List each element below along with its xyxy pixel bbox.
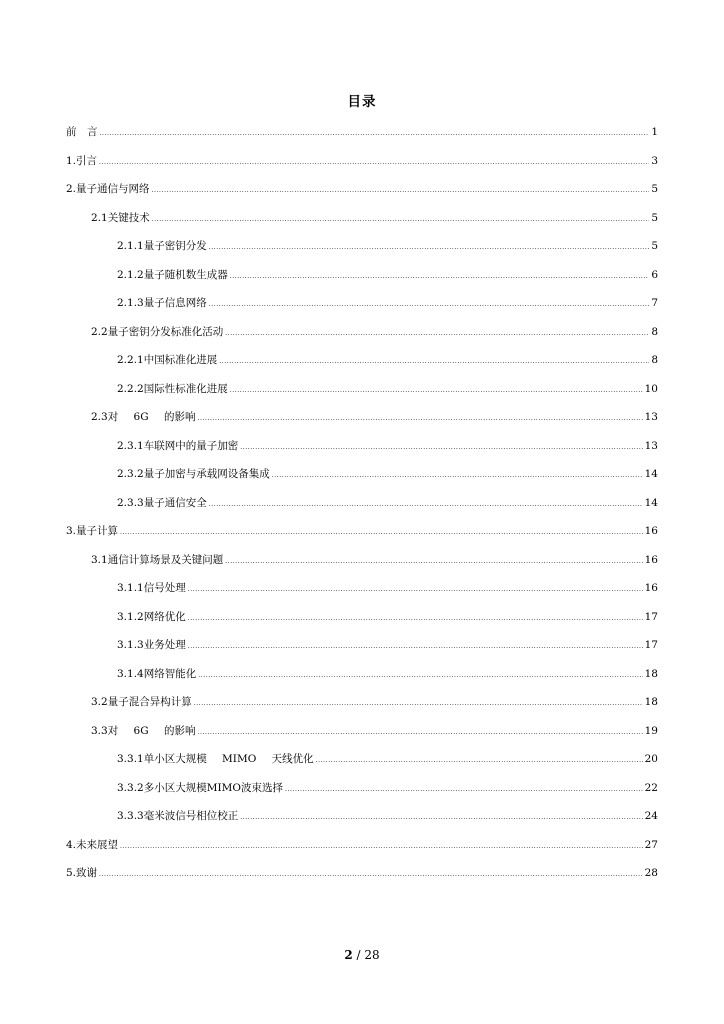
toc-entry-label: 2.2.2国际性标准化进展 <box>117 382 228 395</box>
dot-leader <box>230 388 643 394</box>
toc-entry-page: 27 <box>644 838 658 851</box>
toc-entry-page: 3 <box>651 154 658 167</box>
toc-entry-label: 前 言 <box>66 126 98 138</box>
dot-leader <box>230 274 650 280</box>
total-pages: 28 <box>364 948 380 962</box>
page-number-footer <box>0 948 724 962</box>
dot-leader <box>209 245 650 251</box>
toc-entry-2-2-2[interactable] <box>66 375 658 404</box>
toc-entry-2-2-1[interactable] <box>66 346 658 375</box>
toc-entry-page: 28 <box>644 867 658 879</box>
toc-entry-page: 13 <box>644 439 658 452</box>
toc-entry-3[interactable] <box>66 517 658 546</box>
toc-entry-label: 3.1.2网络优化 <box>117 610 186 623</box>
dot-leader <box>152 188 650 194</box>
toc-entry-2-1-1[interactable] <box>66 232 658 261</box>
toc-entry-label: 2.2.1中国标准化进展 <box>117 354 218 366</box>
dot-leader <box>209 302 650 308</box>
toc-entry-page: 22 <box>644 781 658 794</box>
dot-leader <box>152 217 650 223</box>
toc-entry-page: 14 <box>644 496 658 509</box>
toc-entry-2-1-3[interactable] <box>66 289 658 318</box>
dot-leader <box>188 587 643 593</box>
toc-entry-label: 3.2量子混合异构计算 <box>91 696 192 708</box>
toc-entry-3-3[interactable] <box>66 717 658 746</box>
dot-leader <box>285 787 643 793</box>
toc-entry-2-3-1[interactable] <box>66 432 658 461</box>
toc-entry-1[interactable] <box>66 147 658 176</box>
toc-entry-2-3-2[interactable] <box>66 460 658 489</box>
toc-entry-label: 2.3.2量子加密与承载网设备集成 <box>117 468 270 480</box>
toc-entry-label: 3.1.4网络智能化 <box>117 667 197 680</box>
dot-leader <box>194 701 643 707</box>
dot-leader <box>99 160 649 166</box>
toc-entry-label: 3.1通信计算场景及关键问题 <box>91 553 224 566</box>
toc-entry-label: 2.3.3量子通信安全 <box>117 496 207 509</box>
toc-entry-preface[interactable] <box>66 118 658 147</box>
toc-entry-page: 19 <box>644 724 658 737</box>
toc-entry-3-1-4[interactable] <box>66 660 658 689</box>
toc-entry-label: 3.3.3毫米波信号相位校正 <box>117 810 239 822</box>
toc-entry-label: 2.1.3量子信息网络 <box>117 297 207 309</box>
toc-entry-page: 1 <box>651 126 658 138</box>
dot-leader <box>219 359 649 365</box>
toc-entry-page: 17 <box>644 610 658 623</box>
toc-entry-3-3-1[interactable] <box>66 745 658 774</box>
table-of-contents <box>66 118 658 888</box>
dot-leader <box>209 502 643 508</box>
toc-entry-page: 10 <box>644 382 658 395</box>
toc-entry-2-1-2[interactable] <box>66 261 658 290</box>
toc-entry-3-1-1[interactable] <box>66 574 658 603</box>
toc-entry-label: 2.1.1量子密钥分发 <box>117 240 207 252</box>
dot-leader <box>197 416 642 422</box>
toc-entry-label: 4.未来展望 <box>66 838 119 851</box>
toc-entry-label: 2.1.2量子随机数生成器 <box>117 268 228 281</box>
dot-leader <box>198 673 642 679</box>
dot-leader <box>225 559 642 565</box>
current-page-number: 2 <box>344 948 353 962</box>
toc-entry-2-3-3[interactable] <box>66 489 658 518</box>
toc-entry-page: 6 <box>651 268 658 281</box>
toc-entry-page: 20 <box>644 753 658 765</box>
dot-leader <box>316 758 643 764</box>
toc-entry-page: 24 <box>644 810 658 822</box>
toc-entry-label: 2.1关键技术 <box>91 211 150 224</box>
toc-entry-3-1-2[interactable] <box>66 603 658 632</box>
toc-entry-label: 3.1.3业务处理 <box>117 639 186 651</box>
toc-entry-label: 2.量子通信与网络 <box>66 183 150 195</box>
toc-entry-page: 16 <box>644 553 658 566</box>
toc-entry-3-2[interactable] <box>66 688 658 717</box>
toc-entry-label: 3.3对 6G 的影响 <box>91 724 196 737</box>
toc-entry-page: 18 <box>644 696 658 708</box>
toc-entry-page: 7 <box>651 297 658 309</box>
toc-entry-3-3-3[interactable] <box>66 802 658 831</box>
toc-entry-label: 2.2量子密钥分发标准化活动 <box>91 325 224 338</box>
toc-entry-label: 3.3.1单小区大规模 MIMO 天线优化 <box>117 753 314 765</box>
toc-entry-2-3[interactable] <box>66 403 658 432</box>
dot-leader <box>225 331 649 337</box>
dot-leader <box>100 131 650 137</box>
toc-entry-2-1[interactable] <box>66 204 658 233</box>
toc-entry-label: 1.引言 <box>66 154 98 167</box>
page-separator: / <box>352 948 365 962</box>
toc-entry-label: 3.3.2多小区大规模MIMO波束选择 <box>117 781 283 794</box>
toc-entry-page: 18 <box>644 667 658 680</box>
toc-entry-3-1[interactable] <box>66 546 658 575</box>
toc-entry-label: 5.致谢 <box>66 867 98 879</box>
dot-leader <box>240 815 642 821</box>
dot-leader <box>272 473 643 479</box>
dot-leader <box>99 872 643 878</box>
toc-entry-page: 5 <box>651 211 658 224</box>
toc-entry-page: 8 <box>651 325 658 338</box>
toc-entry-2-2[interactable] <box>66 318 658 347</box>
toc-entry-2[interactable] <box>66 175 658 204</box>
dot-leader <box>197 730 642 736</box>
dot-leader <box>188 644 643 650</box>
toc-entry-page: 5 <box>651 240 658 252</box>
dot-leader <box>188 616 643 622</box>
dot-leader <box>120 530 643 536</box>
toc-entry-label: 2.3对 6G 的影响 <box>91 411 196 423</box>
toc-entry-3-3-2[interactable] <box>66 774 658 803</box>
toc-entry-label: 2.3.1车联网中的量子加密 <box>117 439 239 452</box>
toc-entry-label: 3.1.1信号处理 <box>117 582 186 594</box>
toc-entry-page: 5 <box>651 183 658 195</box>
dot-leader <box>240 445 642 451</box>
toc-entry-page: 14 <box>644 468 658 480</box>
toc-entry-page: 16 <box>644 582 658 594</box>
toc-title: 目录 <box>347 94 377 110</box>
toc-entry-5[interactable] <box>66 859 658 888</box>
toc-entry-page: 17 <box>644 639 658 651</box>
toc-entry-page: 16 <box>644 525 658 537</box>
toc-entry-label: 3.量子计算 <box>66 525 119 537</box>
toc-entry-3-1-3[interactable] <box>66 631 658 660</box>
toc-entry-page: 13 <box>644 411 658 423</box>
dot-leader <box>120 844 643 850</box>
toc-entry-page: 8 <box>651 354 658 366</box>
toc-entry-4[interactable] <box>66 831 658 860</box>
